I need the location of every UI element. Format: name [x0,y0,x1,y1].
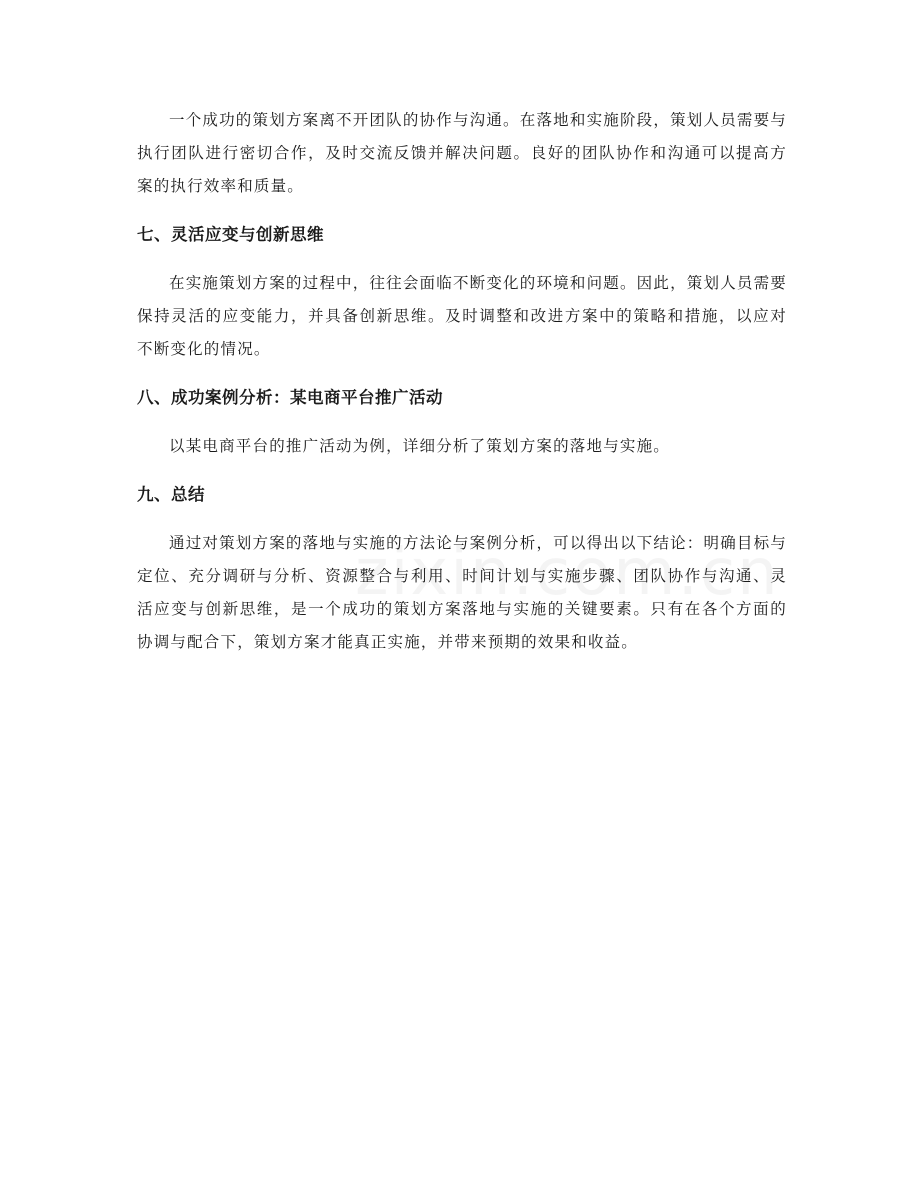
paragraph-flexibility: 在实施策划方案的过程中，往往会面临不断变化的环境和问题。因此，策划人员需要保持灵活的应变能力，并具备创新思维。及时调整和改进方案中的策略和措施，以应对不断变化的情况。 [137,274,787,358]
paragraph-team-collaboration: 一个成功的策划方案离不开团队的协作与沟通。在落地和实施阶段，策划人员需要与执行团队进行密切合作，及时交流反馈并解决问题。良好的团队协作和沟通可以提高方案的执行效率和质量。 [137,111,787,195]
heading-section-7: 七、灵活应变与创新思维 [137,225,324,244]
heading-section-8: 八、成功案例分析：某电商平台推广活动 [137,388,443,407]
heading-section-9: 九、总结 [137,485,205,504]
paragraph-case-study: 以某电商平台的推广活动为例，详细分析了策划方案的落地与实施。 [169,437,671,455]
document-body [137,104,787,659]
paragraph-summary: 通过对策划方案的落地与实施的方法论与案例分析，可以得出以下结论：明确目标与定位、充分调研与分析、资源整合与利用、时间计划与实施步骤、团队协作与沟通、灵活应变与创新思维，是一个成功的策划方案落地与实施的关键要素。只有在各个方面的协调与配合下，策划方案才能真正实施，并带来预期的效果和收益。 [137,534,787,651]
